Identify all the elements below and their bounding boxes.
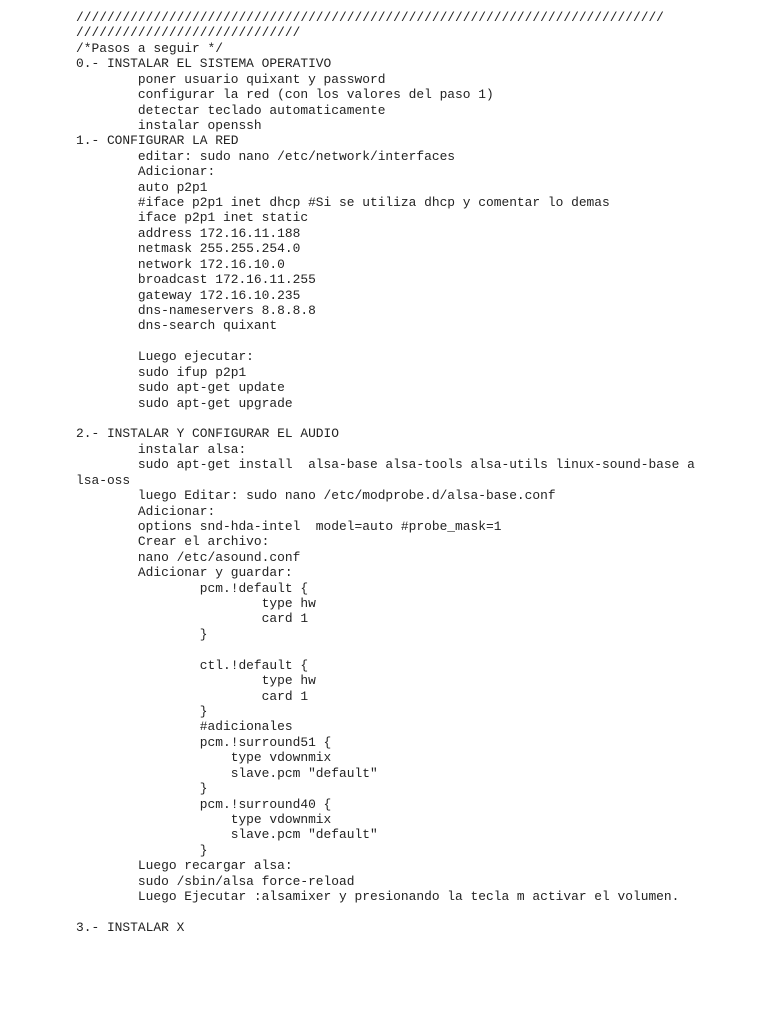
text-line: Adicionar:	[76, 164, 216, 180]
text-line: options snd-hda-intel model=auto #probe_mask=1	[76, 518, 502, 534]
text-line: 0.- INSTALAR EL SISTEMA OPERATIVO	[76, 56, 332, 72]
text-line: sudo apt-get update	[76, 380, 285, 396]
text-line: configurar la red (con los valores del paso 1)	[76, 87, 494, 103]
text-line: lsa-oss	[76, 472, 131, 488]
text-line: instalar openssh	[76, 117, 262, 133]
text-line: #iface p2p1 inet dhcp #Si se utiliza dhcp y comentar lo demas	[76, 195, 610, 211]
text-line: sudo ifup p2p1	[76, 364, 247, 380]
text-line: type hw	[76, 596, 316, 612]
text-line: sudo apt-get install alsa-base alsa-tools alsa-utils linux-sound-base a	[76, 457, 695, 473]
text-line: Luego Ejecutar :alsamixer y presionando la tecla m activar el volumen.	[76, 889, 680, 905]
text-line: slave.pcm "default"	[76, 827, 378, 843]
text-line: luego Editar: sudo nano /etc/modprobe.d/alsa-base.conf	[76, 488, 556, 504]
text-line: sudo apt-get upgrade	[76, 395, 293, 411]
text-line: type hw	[76, 673, 316, 689]
text-line: editar: sudo nano /etc/network/interfaces	[76, 148, 456, 164]
text-line: Luego recargar alsa:	[76, 858, 293, 874]
text-line: broadcast 172.16.11.255	[76, 272, 316, 288]
text-line: slave.pcm "default"	[76, 765, 378, 781]
text-line	[76, 411, 766, 426]
text-line: type vdownmix	[76, 811, 332, 827]
document-text	[76, 10, 766, 935]
text-line: Adicionar:	[76, 503, 216, 519]
text-line: Adicionar y guardar:	[76, 565, 293, 581]
text-line: detectar teclado automaticamente	[76, 102, 386, 118]
text-line: card 1	[76, 611, 309, 627]
text-line	[76, 904, 766, 919]
text-line: netmask 255.255.254.0	[76, 241, 301, 257]
text-line: dns-search quixant	[76, 318, 278, 334]
text-line: }	[76, 781, 208, 797]
text-line: ctl.!default {	[76, 657, 309, 673]
text-line: Luego ejecutar:	[76, 349, 254, 365]
text-line: card 1	[76, 688, 309, 704]
text-line: 1.- CONFIGURAR LA RED	[76, 133, 239, 149]
text-line: }	[76, 626, 208, 642]
text-line: ////////////////////////////////////////////////////////////////////////////	[76, 10, 664, 25]
text-line: pcm.!default {	[76, 580, 309, 596]
text-line	[76, 642, 766, 657]
text-line: sudo /sbin/alsa force-reload	[76, 873, 355, 889]
text-line: pcm.!surround51 {	[76, 734, 332, 750]
text-line: Crear el archivo:	[76, 534, 270, 550]
text-line: dns-nameservers 8.8.8.8	[76, 303, 316, 319]
text-line: gateway 172.16.10.235	[76, 287, 301, 303]
text-line: poner usuario quixant y password	[76, 71, 386, 87]
text-line: 3.- INSTALAR X	[76, 919, 185, 935]
text-line: iface p2p1 inet static	[76, 210, 309, 226]
text-line: nano /etc/asound.conf	[76, 549, 301, 565]
text-line: pcm.!surround40 {	[76, 796, 332, 812]
text-line: /////////////////////////////	[76, 25, 301, 41]
text-line: #adicionales	[76, 719, 293, 735]
text-line: }	[76, 703, 208, 719]
text-line: 2.- INSTALAR Y CONFIGURAR EL AUDIO	[76, 426, 340, 442]
text-line: /*Pasos a seguir */	[76, 40, 223, 56]
text-line: instalar alsa:	[76, 441, 247, 457]
text-line: type vdownmix	[76, 750, 332, 766]
text-line: }	[76, 842, 208, 858]
text-line: auto p2p1	[76, 179, 208, 195]
text-line: network 172.16.10.0	[76, 256, 285, 272]
text-line	[76, 334, 766, 349]
text-line: address 172.16.11.188	[76, 225, 301, 241]
